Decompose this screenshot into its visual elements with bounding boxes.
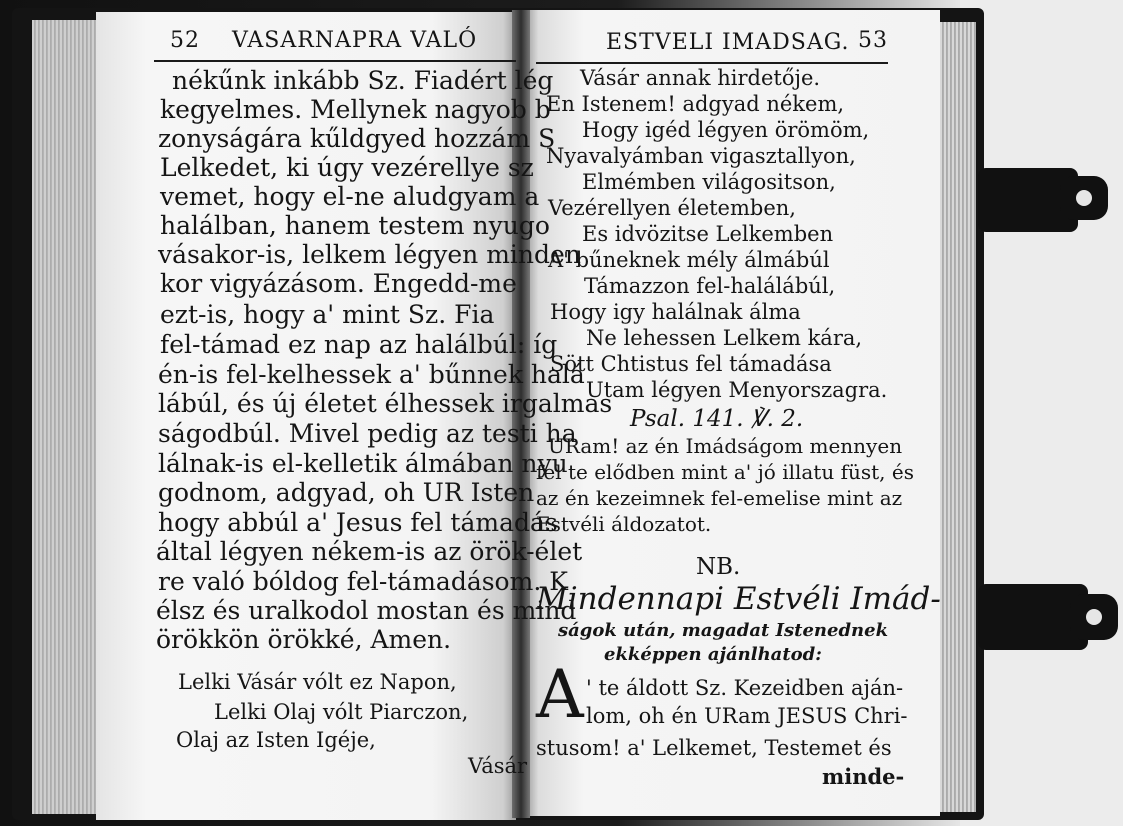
- right-verse-line: Utam légyen Menyorszagra.: [586, 378, 888, 402]
- left-body-line: én-is fel-kelhessek a' bűnnek halá: [158, 360, 585, 389]
- right-verse-line: Vezérellyen életemben,: [548, 196, 796, 220]
- right-verse-line: Hogy igy halálnak álma: [550, 300, 801, 324]
- left-body-line: re való bóldog fel-támadásom. K: [158, 567, 568, 596]
- left-body-line: hogy abbúl a' Jesus fel támadás: [158, 508, 558, 537]
- dropcap-letter: A: [536, 656, 584, 733]
- left-body-line: vemet, hogy el-ne aludgyam a: [160, 182, 540, 211]
- right-head-rule: [536, 62, 888, 64]
- left-body-line: lábúl, és új életet élhessek irgalmas: [158, 389, 613, 418]
- left-body-line: kor vigyázásom. Engedd-me: [160, 269, 517, 298]
- psalm-line: URam! az én Imádságom mennyen: [548, 434, 903, 458]
- right-page-text: [536, 24, 941, 814]
- left-body-line: ságodbúl. Mivel pedig az testi ha: [158, 419, 577, 448]
- nb-subtitle-line: ságok után, magadat Istenednek: [558, 620, 889, 641]
- left-body-line: által légyen nékem-is az örök-élet: [156, 537, 583, 566]
- left-verse-line: Olaj az Isten Igéje,: [176, 728, 376, 752]
- right-verse-line: Nyavalyámban vigasztallyon,: [546, 144, 856, 168]
- right-verse-line: Hogy igéd légyen örömöm,: [582, 118, 870, 142]
- nb-heading: NB.: [696, 554, 741, 580]
- final-text-line: stusom! a' Lelkemet, Testemet és: [536, 736, 892, 760]
- left-page-number: 52: [170, 28, 200, 53]
- right-page-number: 53: [858, 28, 888, 53]
- nb-title: Mindennapi Estvéli Imád-: [536, 581, 941, 617]
- left-body-line: ezt-is, hogy a' mint Sz. Fia: [160, 300, 495, 329]
- right-running-head: ESTVELI IMADSAG.: [606, 30, 850, 55]
- left-catchword: Vásár: [468, 754, 528, 778]
- left-body-line: lálnak-is el-kelletik álmában nyu: [158, 449, 568, 478]
- psalm-line: Estvéli áldozatot.: [536, 512, 712, 536]
- left-running-head: VASARNAPRA VALÓ: [232, 28, 478, 53]
- psalm-line: fel te elődben mint a' jó illatu füst, és: [536, 460, 914, 484]
- right-verse-line: Elmémben világositson,: [582, 170, 836, 194]
- left-body-line: halálban, hanem testem nyugo: [160, 211, 550, 240]
- left-head-rule: [154, 60, 516, 62]
- left-body-line: élsz és uralkodol mostan és mind: [156, 596, 577, 625]
- clasp-bottom-hole-icon: [1086, 609, 1102, 625]
- left-verse-line: Lelki Vásár vólt ez Napon,: [178, 670, 457, 694]
- left-body-line: godnom, adgyad, oh UR Isten: [158, 478, 535, 507]
- nb-subtitle-line: ekképpen ajánlhatod:: [604, 644, 822, 665]
- right-verse-line: A' bűneknek mély álmábúl: [548, 248, 830, 272]
- left-body-line: zonyságára kűldgyed hozzám S: [158, 124, 556, 153]
- clasp-top-knob-icon: [1060, 176, 1108, 220]
- left-body-line: Lelkedet, ki úgy vezérellye sz: [160, 153, 534, 182]
- right-verse-line: Es idvözitse Lelkemben: [582, 222, 834, 246]
- right-verse-line: En Istenem! adgyad nékem,: [546, 92, 845, 116]
- left-body-line: kegyelmes. Mellynek nagyob b: [160, 95, 551, 124]
- final-text-line: minde-: [822, 764, 905, 789]
- psalm-line: az én kezeimnek fel-emelise mint az: [536, 486, 903, 510]
- clasp-bottom-knob-icon: [1070, 594, 1118, 640]
- psalm-reference: Psal. 141. ℣. 2.: [630, 406, 804, 432]
- right-verse-line: Sött Chtistus fel támadása: [550, 352, 832, 376]
- clasp-top-hole-icon: [1076, 190, 1092, 206]
- right-verse-line: Támazzon fel-halálábúl,: [584, 274, 836, 298]
- table-surface: [960, 0, 1123, 826]
- left-body-line: örökkön örökké, Amen.: [156, 625, 452, 654]
- right-verse-line: Ne lehessen Lelkem kára,: [586, 326, 863, 350]
- right-verse-line: Vásár annak hirdetője.: [580, 66, 821, 90]
- left-page-text: [150, 24, 613, 814]
- left-verse-line: Lelki Olaj vólt Piarczon,: [214, 700, 469, 724]
- left-body-line: fel-támad ez nap az halálbúl: íg: [160, 330, 558, 359]
- final-text-line: lom, oh én URam JESUS Chri-: [586, 704, 908, 728]
- left-body-line: nékűnk inkább Sz. Fiadért lég: [172, 66, 554, 95]
- final-text-line: ' te áldott Sz. Kezeidben aján-: [586, 676, 904, 700]
- left-body-line: vásakor-is, lelkem légyen minden: [158, 240, 581, 269]
